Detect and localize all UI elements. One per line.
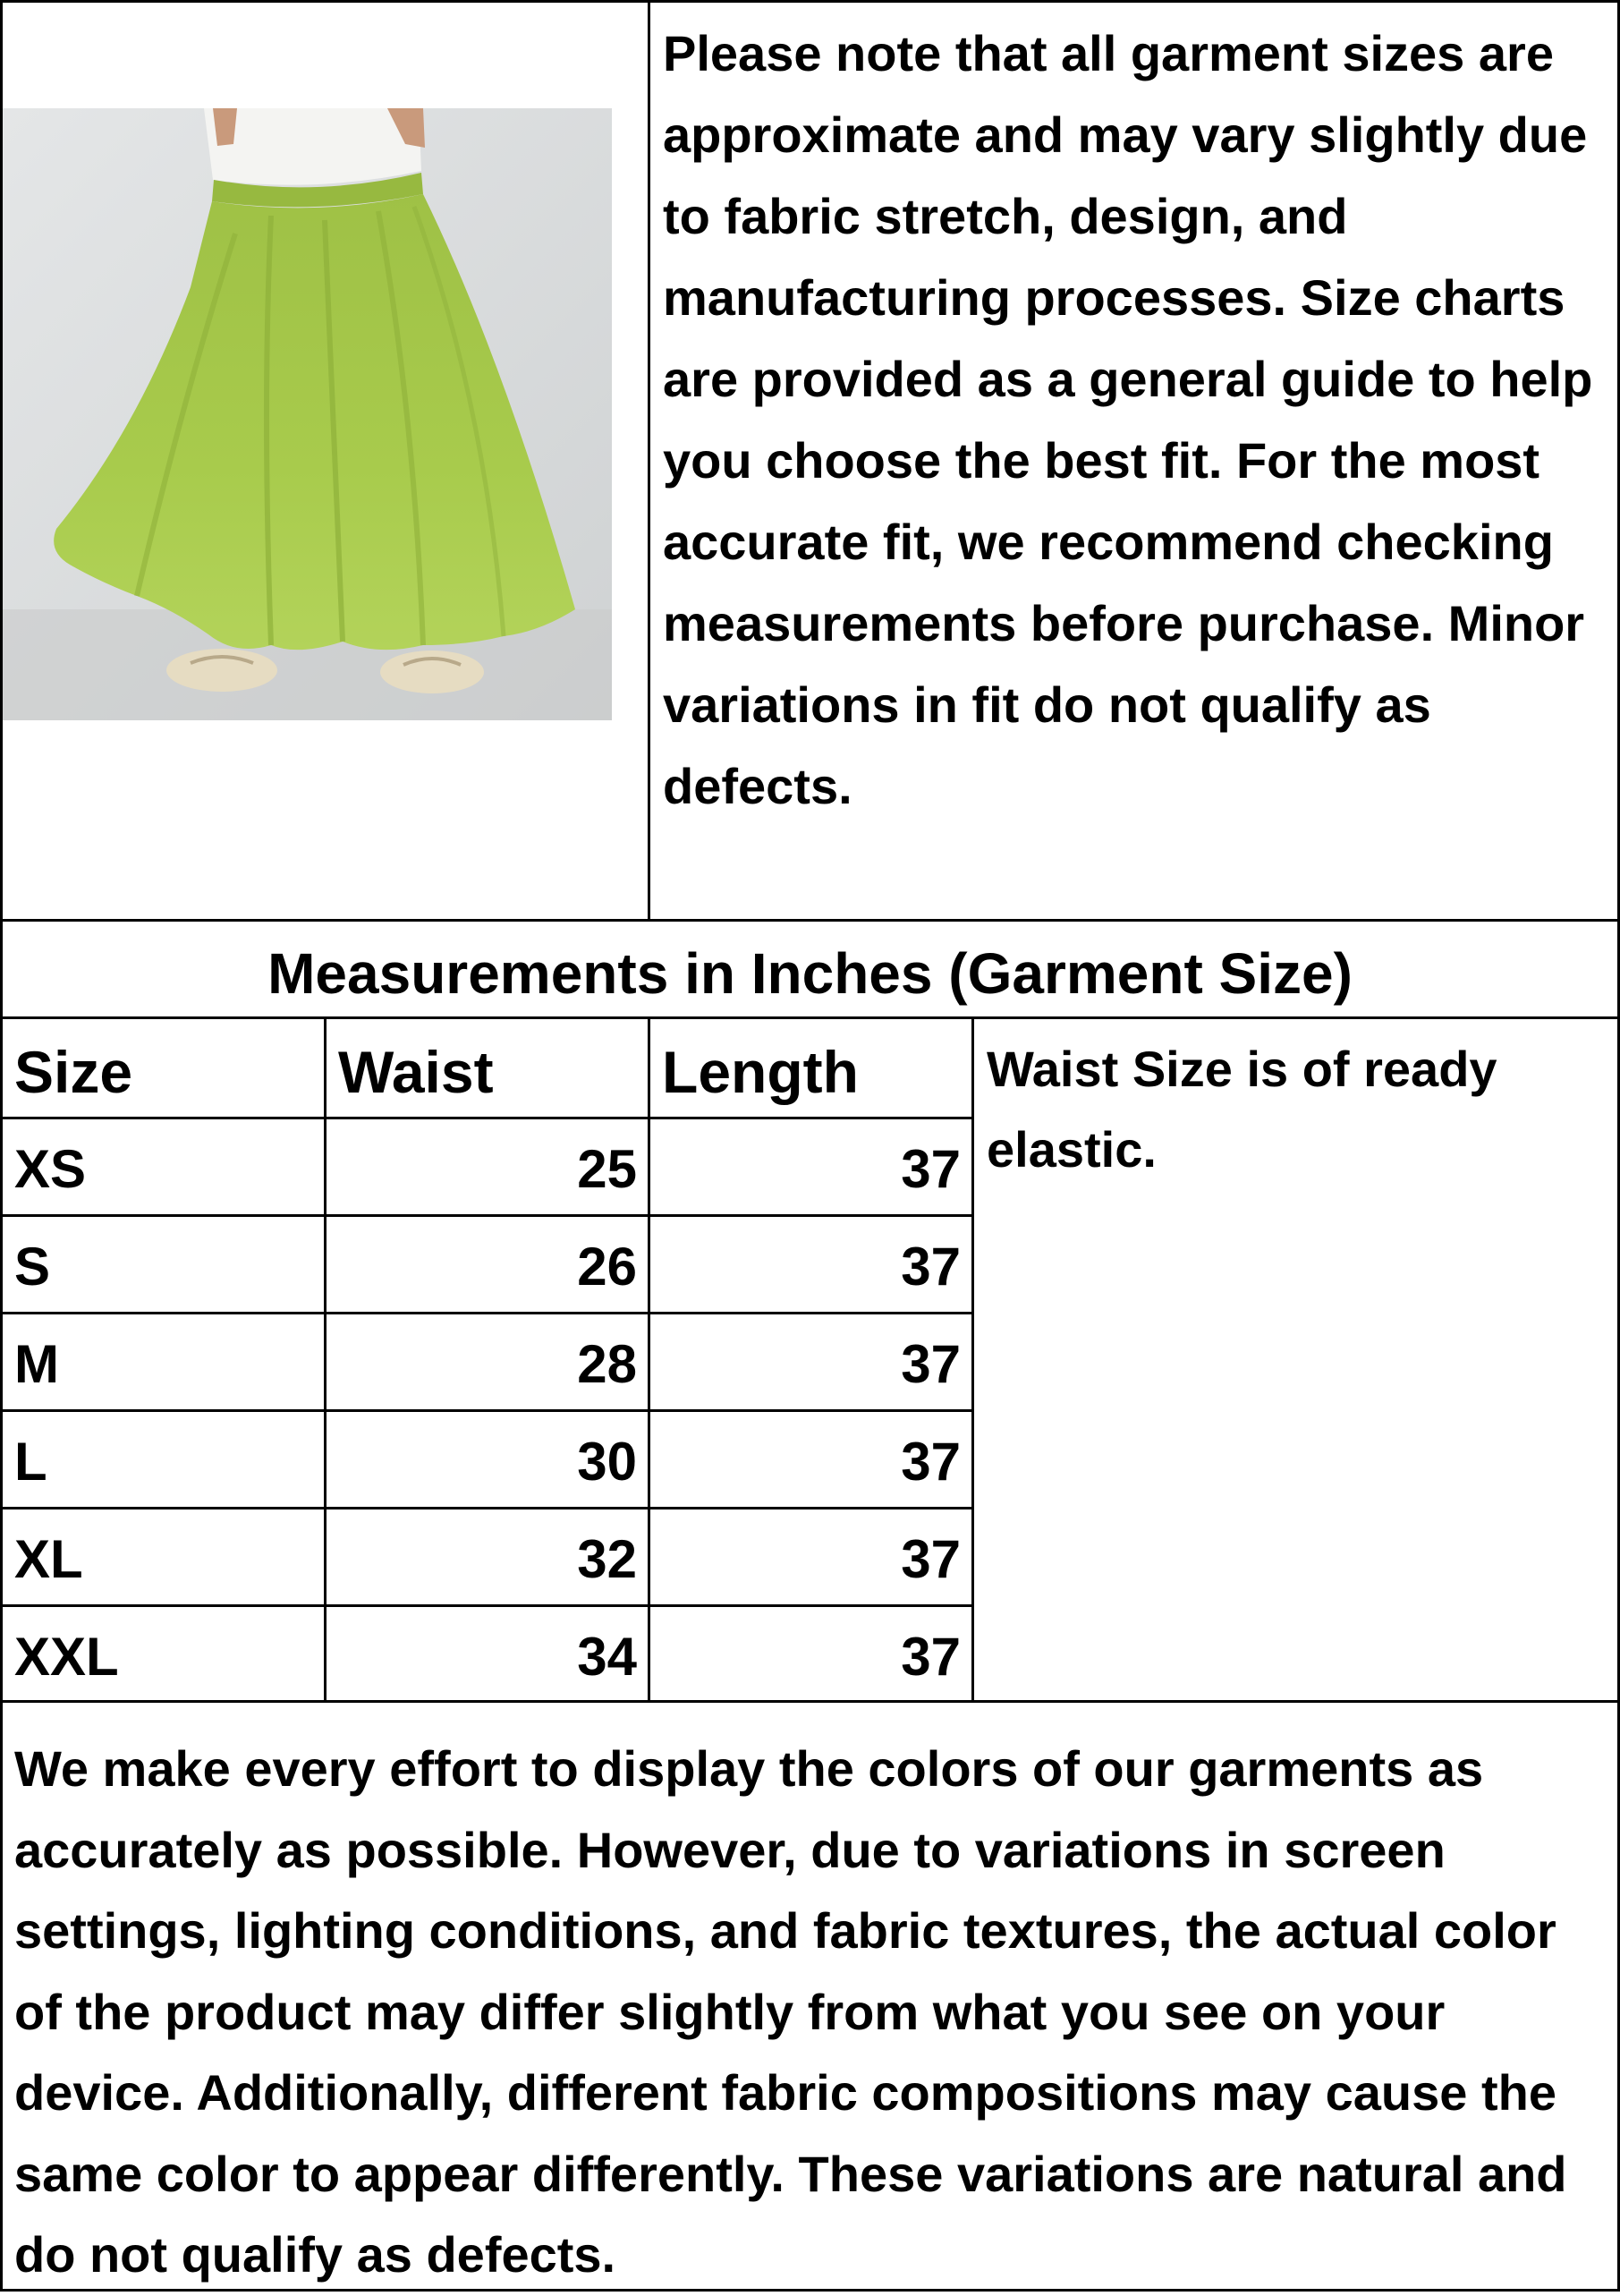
border-top [0, 0, 1620, 3]
row-length: 37 [901, 1237, 961, 1297]
divider-photo-note [648, 0, 650, 921]
row-length: 37 [901, 1139, 961, 1199]
row-waist: 32 [577, 1529, 637, 1589]
divider-top-section [0, 919, 1620, 922]
row-waist: 30 [577, 1432, 637, 1492]
waist-note: Waist Size is of ready elastic. [987, 1041, 1497, 1178]
divider-header-row [0, 1117, 973, 1119]
divider-col-length [971, 1017, 974, 1702]
border-left [0, 0, 3, 2292]
row-size: M [14, 1334, 59, 1394]
divider-row-4 [0, 1507, 973, 1509]
row-size: XL [14, 1529, 83, 1589]
row-waist: 26 [577, 1237, 637, 1297]
row-waist: 25 [577, 1139, 637, 1199]
divider-title [0, 1016, 1620, 1019]
row-size: XS [14, 1139, 87, 1199]
divider-table-bottom [0, 1700, 1620, 1703]
row-waist: 28 [577, 1334, 637, 1394]
product-photo [3, 108, 612, 720]
row-waist: 34 [577, 1627, 637, 1687]
header-length: Length [662, 1039, 859, 1105]
row-length: 37 [901, 1432, 961, 1492]
table-title: Measurements in Inches (Garment Size) [267, 941, 1353, 1006]
divider-row-2 [0, 1312, 973, 1314]
row-size: L [14, 1432, 47, 1492]
row-size: S [14, 1237, 51, 1297]
divider-row-3 [0, 1409, 973, 1412]
row-length: 37 [901, 1627, 961, 1687]
header-waist: Waist [338, 1039, 494, 1105]
size-disclaimer: Please note that all garment sizes are approximate and may vary slightly due to fabric stretch, design, and manufacturing processes. Size charts are provided as a general guide to help you choose the best fit. For the most accurate fit, we recommend checking measurements before purchase. Minor variations in fit do not qualify as defects. [663, 25, 1593, 814]
header-size: Size [14, 1039, 133, 1105]
row-length: 37 [901, 1529, 961, 1589]
row-size: XXL [14, 1627, 119, 1687]
color-disclaimer: We make every effort to display the colors of our garments as accurately as possible. However, due to variations in screen settings, lighting conditions, and fabric textures, the actual color of the product may differ slightly from what you see on your device. Additionally, different fabric compositions may cause the same color to appear differently. These variations are natural and do not qualify as defects. [14, 1740, 1567, 2283]
row-length: 37 [901, 1334, 961, 1394]
divider-row-1 [0, 1214, 973, 1217]
divider-row-5 [0, 1604, 973, 1607]
skirt-illustration [3, 108, 612, 720]
